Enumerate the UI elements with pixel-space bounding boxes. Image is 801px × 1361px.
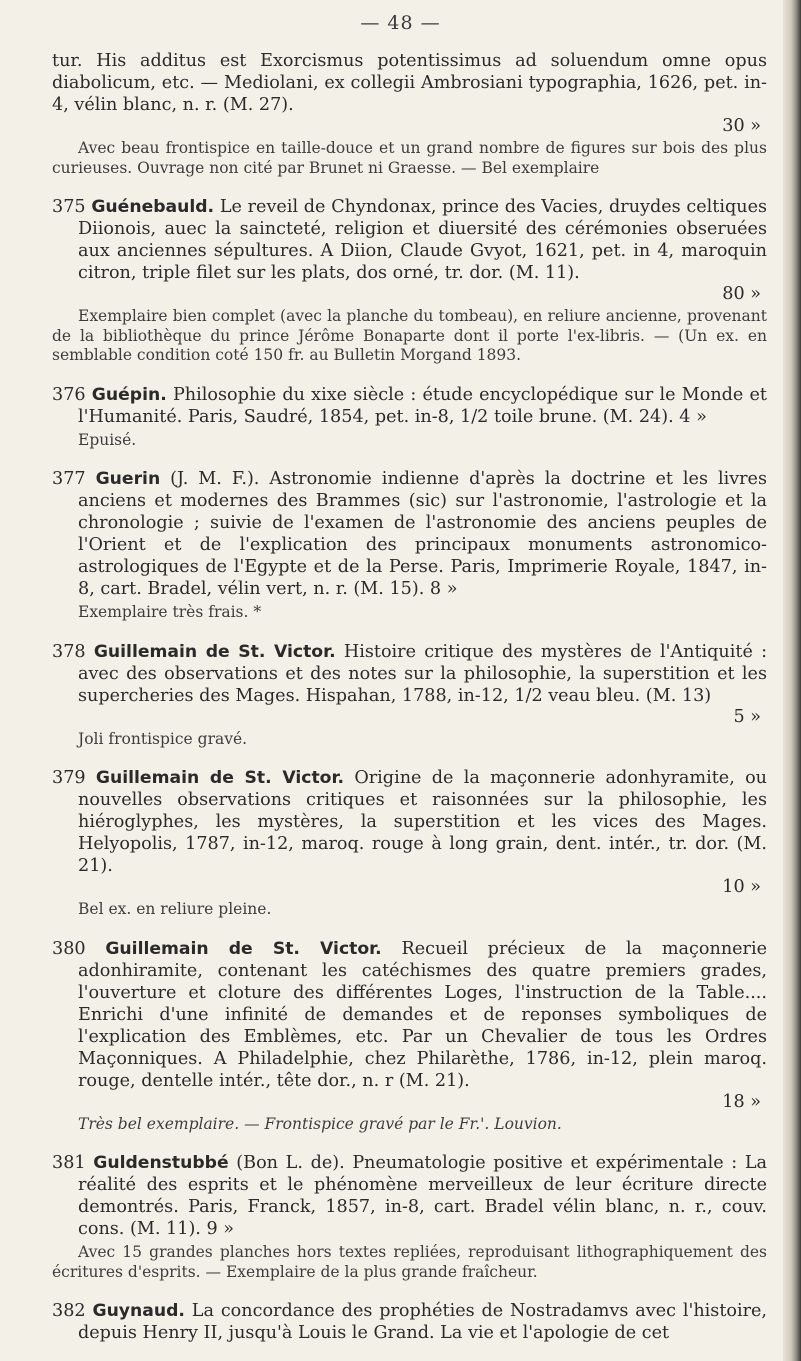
entry-note: Joli frontispice gravé.: [78, 729, 248, 748]
entry-description: Le reveil de Chyndonax, prince des Vacies, druydes celtiques Diionois, auec la saincteté, religion et diuersité des cérémonies obseruées aux anciennes sépultures. A Diion, Claude Gvyot, 1621, pet. in 4, maroquin citron, triple filet sur les plats, dos orné, tr. dor. (M. 11).: [78, 197, 768, 283]
entry-note: Avec 15 grandes planches hors textes repliées, reproduisant lithographiquement des écritures d'esprits. — Exemplaire de la plus grande fraîcheur.: [52, 1243, 767, 1281]
entry-number: 381: [52, 1153, 86, 1173]
catalogue-entry-375: [52, 196, 767, 366]
entry-author: Guillemain de St. Victor.: [93, 641, 336, 662]
intro-continuation: [52, 50, 767, 178]
catalogue-entry-376: [52, 384, 767, 451]
entry-number: 380: [52, 938, 86, 959]
entry-note: Bel ex. en reliure pleine.: [78, 900, 272, 918]
entry-description: Philosophie du xixe siècle : étude encyclopédique sur le Monde et l'Humanité. Paris, Saudré, 1854, pet. in-8, 1/2 toile brune. (M. 24). 4 »: [78, 384, 767, 427]
entry-number: 382: [52, 1301, 86, 1321]
catalogue-page: [52, 50, 767, 1344]
entry-author: Guillemain de St. Victor.: [105, 938, 382, 959]
intro-note: Avec beau frontispice en taille-douce et un grand nombre de figures sur bois des plus curieuses. Ouvrage non cité par Brunet ni Graesse. — Bel exemplaire: [52, 139, 767, 177]
entry-description: La concordance des prophéties de Nostradamvs avec l'histoire, depuis Henry II, jusqu'à Louis le Grand. La vie et l'apologie de cet: [78, 1301, 768, 1343]
entry-price: 5 »: [733, 706, 761, 727]
entry-author: Guillemain de St. Victor.: [95, 768, 345, 788]
entry-description: (Bon L. de). Pneumatologie positive et expérimentale : La réalité des esprits et le phénomène merveilleux de leur écriture directe demontrés. Paris, Franck, 1857, in-8, cart. Bradel vélin blanc, n. r., couv. cons. (M. 11). 9 »: [78, 1153, 768, 1239]
entry-price: 80 »: [722, 284, 761, 304]
catalogue-entry-382: [52, 1300, 767, 1344]
entry-number: 377: [52, 469, 86, 489]
entry-description: (J. M. F.). Astronomie indienne d'après la doctrine et les livres anciens et modernes des Brammes (sic) sur l'astronomie, l'astrologie et la chronologie ; suivie de l'examen de l'astronomie des anciens peuples de l'Orient et de l'explication des principaux monuments astronomico-astrologiques de l'Egypte et de la Perse. Paris, Imprimerie Royale, 1847, in-8, cart. Bradel, vélin vert, n. r. (M. 15). 8 »: [78, 469, 767, 599]
intro-price: 30 »: [722, 116, 761, 136]
entry-number: 375: [52, 197, 86, 217]
catalogue-entry-381: [52, 1152, 767, 1282]
entry-author: Guynaud.: [92, 1301, 185, 1321]
entry-number: 378: [52, 641, 86, 662]
entry-description: Origine de la maçonnerie adonhyramite, ou nouvelles observations critiques et raisonnées sur la philosophie, les hiéroglyphes, les mystères, la superstition et les vices des Mages. Helyopolis, 1787, in-12, maroq. rouge à long grain, dent. intér., tr. dor. (M. 21).: [78, 768, 768, 876]
entry-note: Très bel exemplaire. — Frontispice gravé par le Fr.'. Louvion.: [78, 1114, 562, 1133]
page-number: — 48 —: [360, 12, 441, 34]
entry-note: Exemplaire très frais. *: [78, 603, 262, 621]
entry-author: Guldenstubbé: [93, 1153, 229, 1173]
entry-price: 18 »: [722, 1091, 761, 1112]
entry-author: Guénebauld.: [91, 197, 215, 217]
catalogue-entry-380: [52, 938, 767, 1135]
page-edge-shadow: [783, 0, 801, 1361]
entry-note: Exemplaire bien complet (avec la planche du tombeau), en reliure ancienne, provenant de la bibliothèque du prince Jérôme Bonaparte dont il porte l'ex-libris. — (Un ex. en semblable condition coté 150 fr. au Bulletin Morgand 1893.: [52, 307, 767, 364]
catalogue-entry-378: [52, 641, 767, 750]
entry-description: Histoire critique des mystères de l'Antiquité : avec des observations et des notes sur la philosophie, la superstition et les supercheries des Mages. Hispahan, 1788, in-12, 1/2 veau bleu. (M. 13): [78, 641, 768, 706]
entry-price: 10 »: [722, 877, 761, 897]
entry-author: Guépin.: [91, 384, 167, 405]
catalogue-entry-377: [52, 468, 767, 623]
intro-text: tur. His additus est Exorcismus potentissimus ad soluendum omne opus diabolicum, etc. — Mediolani, ex collegii Ambrosiani typographia, 1626, pet. in-4, vélin blanc, n. r. (M. 27).: [52, 51, 767, 115]
entry-number: 376: [52, 384, 86, 405]
entry-number: 379: [52, 768, 86, 788]
entry-description: Recueil précieux de la maçonnerie adonhiramite, contenant les catéchismes des quatre premiers grades, l'ouverture et cloture des différentes Loges, l'instruction de la Table.... Enrichi d'une infinité de demandes et de reponses symboliques de l'explication des Emblèmes, etc. Par un Chevalier de tous les Ordres Maçonniques. A Philadelphie, chez Philarèthe, 1786, in-12, plein maroq. rouge, dentelle intér., tête dor., n. r (M. 21).: [78, 938, 768, 1091]
entry-note: Epuisé.: [78, 430, 137, 449]
catalogue-entry-379: [52, 767, 767, 920]
entry-author: Guerin: [95, 469, 161, 489]
